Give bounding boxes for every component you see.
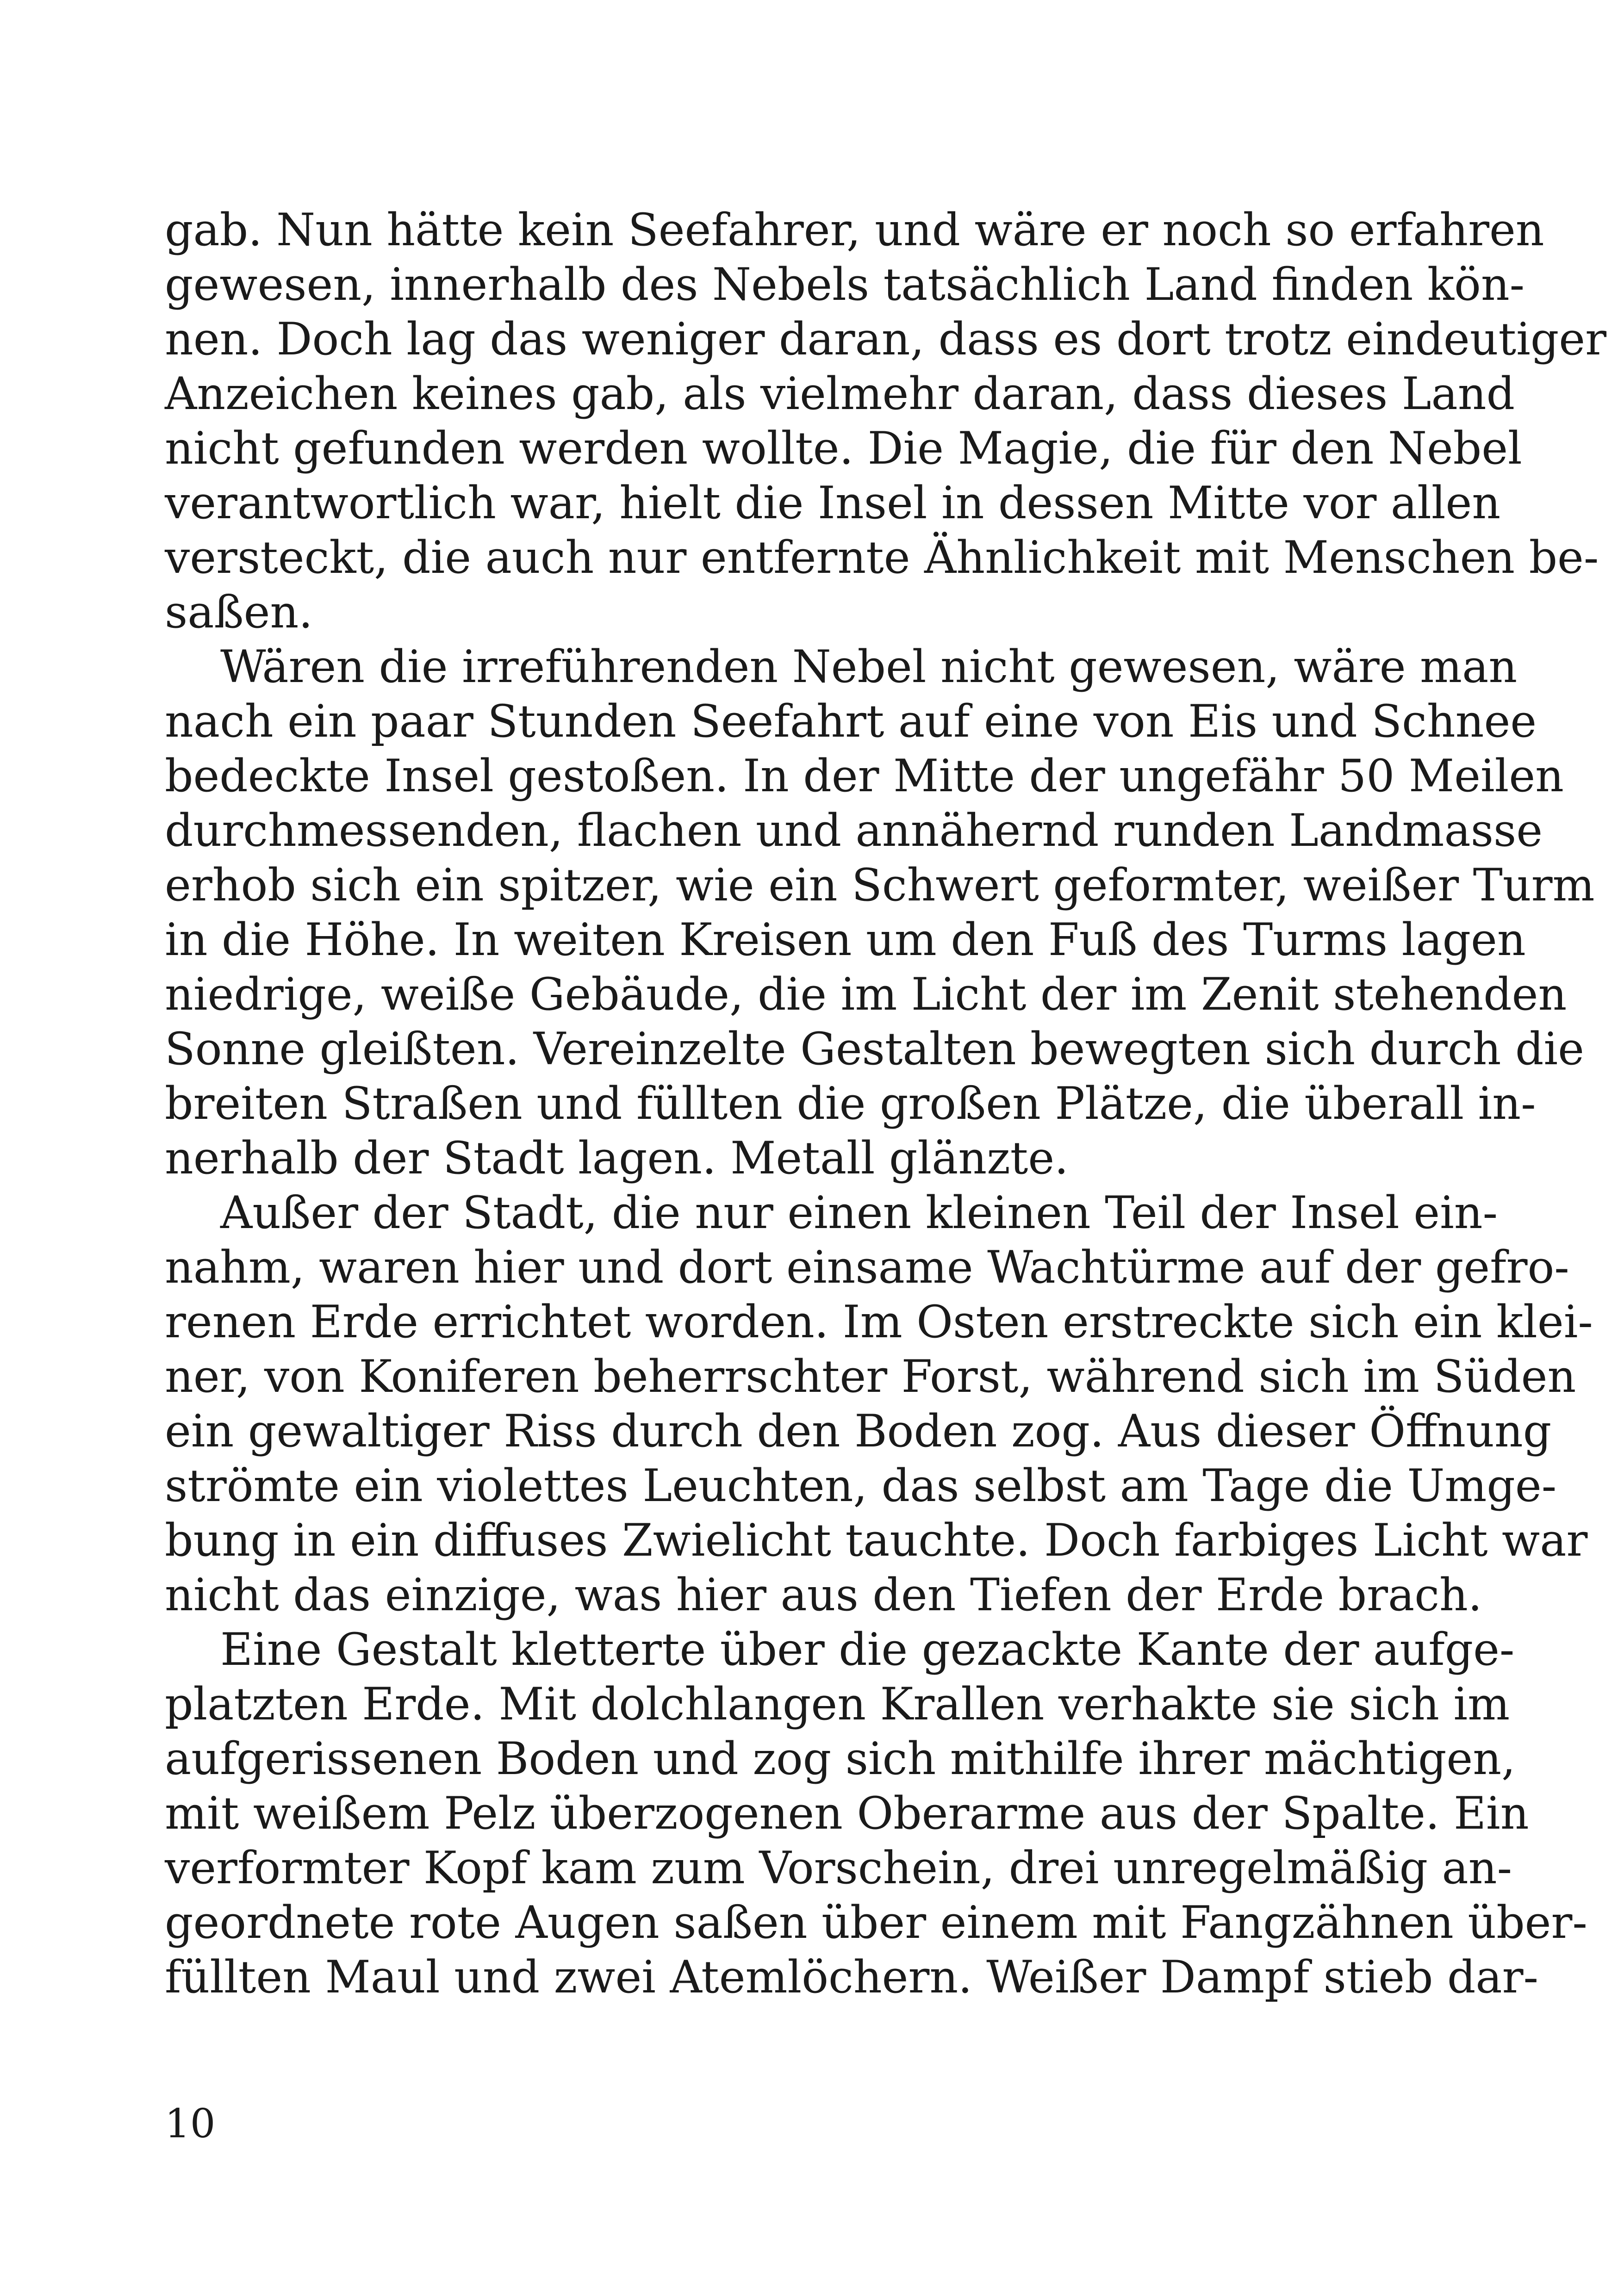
paragraph [165, 639, 1595, 1185]
text-line: bedeckte Insel gestoßen. In der Mitte der ungefähr 50 Meilen [165, 750, 1564, 802]
paragraph [165, 1185, 1593, 1622]
text-line: bung in ein diffuses Zwielicht tauchte. Doch farbiges Licht war [165, 1514, 1588, 1566]
text-line: verantwortlich war, hielt die Insel in dessen Mitte vor allen [165, 477, 1501, 529]
text-line: in die Höhe. In weiten Kreisen um den Fuß des Turms lagen [165, 914, 1526, 966]
text-line: renen Erde errichtet worden. Im Osten erstreckte sich ein klei- [165, 1296, 1593, 1348]
text-line: Wären die irreführenden Nebel nicht gewesen, wäre man [220, 641, 1518, 693]
text-line: breiten Straßen und füllten die großen Plätze, die überall in- [165, 1078, 1536, 1129]
text-line: Anzeichen keines gab, als vielmehr daran, dass dieses Land [165, 368, 1515, 420]
text-line: geordnete rote Augen saßen über einem mit Fangzähnen über- [165, 1897, 1587, 1948]
text-line: ner, von Koniferen beherrschter Forst, während sich im Süden [165, 1351, 1576, 1402]
page-number: 10 [165, 2101, 216, 2147]
body-text [165, 203, 1606, 2004]
text-line: durchmessenden, flachen und annähernd runden Landmasse [165, 805, 1543, 856]
text-line: ein gewaltiger Riss durch den Boden zog. Aus dieser Öffnung [165, 1405, 1552, 1457]
text-line: Eine Gestalt kletterte über die gezackte Kante der aufge- [220, 1624, 1515, 1675]
text-line: saßen. [165, 586, 313, 638]
text-line: füllten Maul und zwei Atemlöchern. Weißer Dampf stieb dar- [165, 1951, 1538, 2003]
text-line: niedrige, weiße Gebäude, die im Licht der im Zenit stehenden [165, 968, 1567, 1020]
text-line: gewesen, innerhalb des Nebels tatsächlich Land finden kön- [165, 259, 1525, 310]
text-line: Außer der Stadt, die nur einen kleinen Teil der Insel ein- [220, 1187, 1498, 1239]
text-line: platzten Erde. Mit dolchlangen Krallen verhakte sie sich im [165, 1678, 1510, 1730]
text-line: erhob sich ein spitzer, wie ein Schwert geformter, weißer Turm [165, 859, 1595, 911]
text-line: nahm, waren hier und dort einsame Wachtürme auf der gefro- [165, 1241, 1569, 1293]
text-line: nicht das einzige, was hier aus den Tiefen der Erde brach. [165, 1569, 1482, 1621]
text-line: nach ein paar Stunden Seefahrt auf eine von Eis und Schnee [165, 695, 1537, 747]
text-line: verformter Kopf kam zum Vorschein, drei unregelmäßig an- [165, 1842, 1512, 1894]
text-line: nerhalb der Stadt lagen. Metall glänzte. [165, 1132, 1069, 1184]
paragraph [165, 203, 1606, 639]
text-line: aufgerissenen Boden und zog sich mithilfe ihrer mächtigen, [165, 1733, 1516, 1785]
text-line: Sonne gleißten. Vereinzelte Gestalten bewegten sich durch die [165, 1023, 1584, 1075]
text-line: nen. Doch lag das weniger daran, dass es dort trotz eindeutiger [165, 313, 1606, 365]
text-line: versteckt, die auch nur entfernte Ähnlichkeit mit Menschen be- [165, 532, 1599, 583]
text-line: mit weißem Pelz überzogenen Oberarme aus der Spalte. Ein [165, 1787, 1529, 1839]
text-line: nicht gefunden werden wollte. Die Magie, die für den Nebel [165, 422, 1522, 474]
text-line: strömte ein violettes Leuchten, das selbst am Tage die Umge- [165, 1460, 1557, 1512]
paragraph [165, 1622, 1587, 2004]
text-line: gab. Nun hätte kein Seefahrer, und wäre er noch so erfahren [165, 204, 1544, 256]
